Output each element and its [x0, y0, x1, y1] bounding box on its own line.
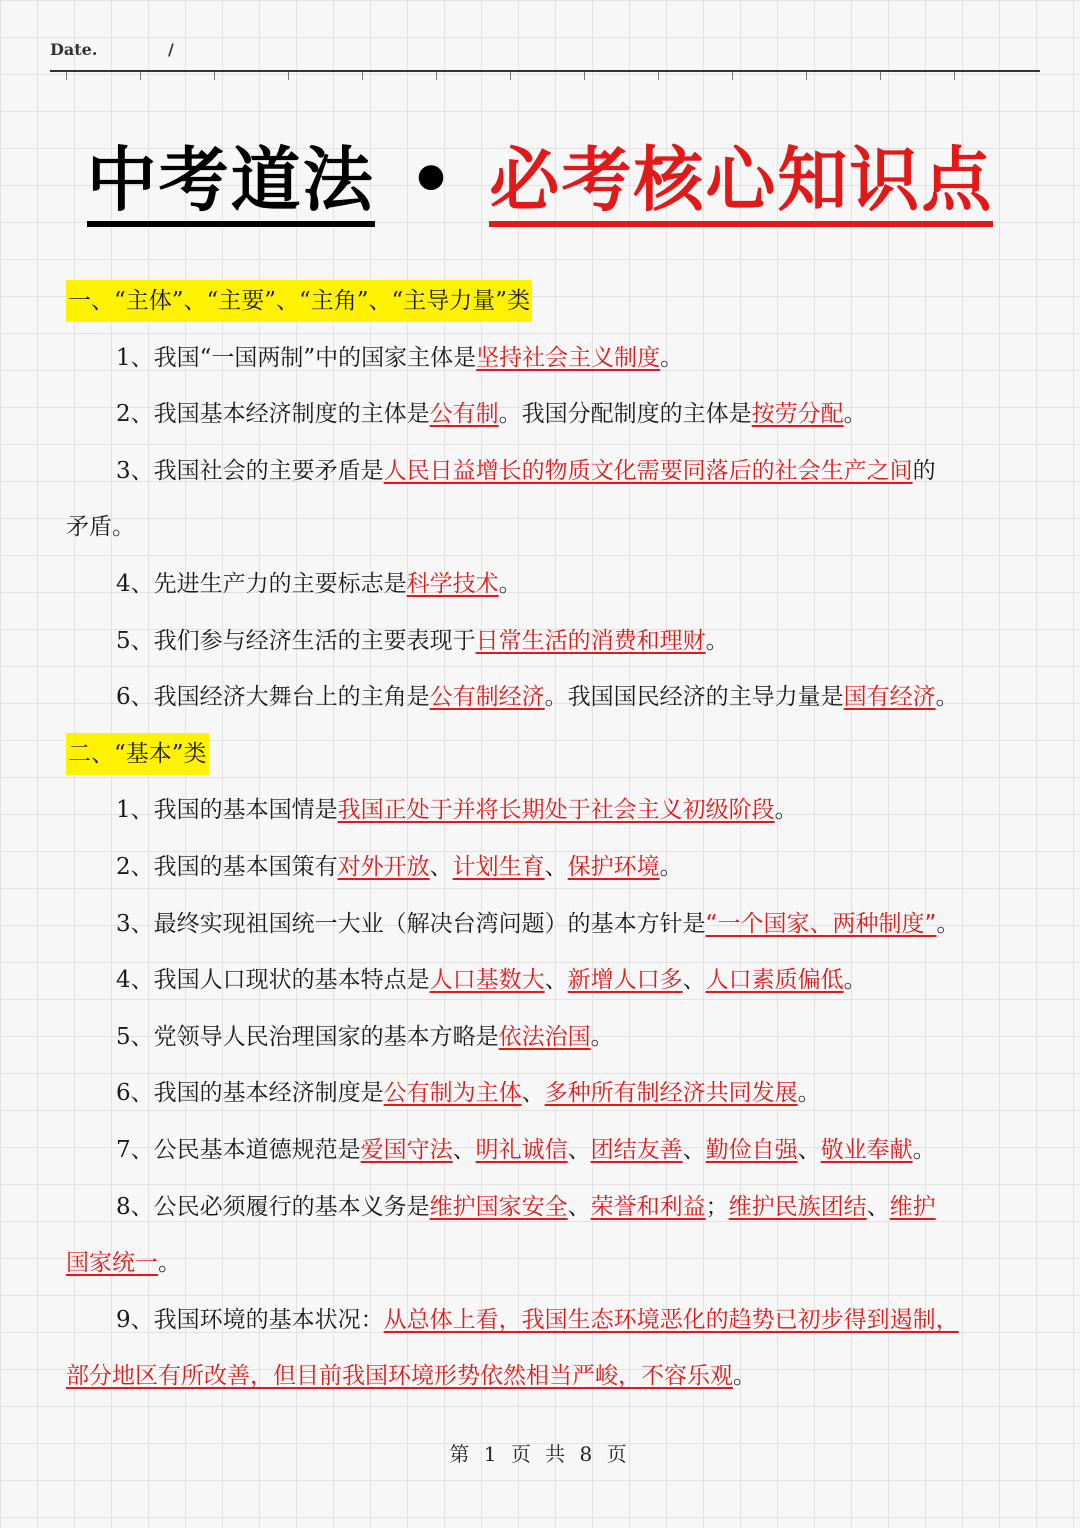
- item-text: 。: [843, 401, 867, 428]
- answer-text: 新增人口多: [567, 967, 683, 994]
- item-text: 、: [521, 1080, 545, 1107]
- item-text: 。: [843, 967, 867, 994]
- item-text: 。: [936, 910, 960, 937]
- answer-text: 计划生育: [452, 853, 545, 880]
- list-item: [66, 330, 1016, 387]
- section-heading-text: 二、“基本”类: [66, 733, 209, 775]
- ruler-tick: [880, 72, 881, 80]
- ruler-tick: [584, 72, 585, 80]
- answer-text: 从总体上看，我国生态环境恶化的趋势已初步得到遏制，: [383, 1306, 959, 1333]
- answer-text: 勤俭自强: [705, 1136, 798, 1163]
- answer-text: 团结友善: [590, 1136, 683, 1163]
- item-text: 2、我国基本经济制度的主体是: [116, 401, 430, 428]
- item-text: 、: [452, 1136, 476, 1163]
- answer-text: 国有经济: [843, 684, 936, 711]
- answer-text: 维护: [889, 1193, 936, 1220]
- title-part2: 必考核心知识点: [489, 139, 993, 227]
- answer-text: 人口基数大: [429, 967, 545, 994]
- ruler-tick: [806, 72, 807, 80]
- list-item: [66, 1065, 1016, 1122]
- answer-text: 日常生活的消费和理财: [475, 627, 706, 654]
- list-item: [66, 1122, 1016, 1179]
- list-item: [66, 386, 1016, 443]
- item-text: 。我国国民经济的主导力量是: [544, 684, 844, 711]
- item-text: 4、我国人口现状的基本特点是: [116, 967, 430, 994]
- item-text: 。: [733, 1363, 756, 1390]
- page-title: [0, 140, 1080, 220]
- section-heading-2: [66, 726, 1016, 783]
- answer-text: “一个国家、两种制度”: [705, 910, 937, 937]
- item-text: 、: [567, 1193, 591, 1220]
- list-item-continued: [66, 1235, 1016, 1292]
- item-text: 。: [158, 1250, 181, 1277]
- list-item: [66, 669, 1016, 726]
- section-heading-1: [66, 273, 1016, 330]
- answer-text: 依法治国: [498, 1023, 591, 1050]
- item-text: 5、党领导人民治理国家的基本方略是: [116, 1023, 499, 1050]
- item-text: 6、我国的基本经济制度是: [116, 1080, 384, 1107]
- item-text: 1、我国的基本国情是: [116, 797, 338, 824]
- answer-text: 荣誉和利益: [590, 1193, 706, 1220]
- answer-text: 保护环境: [567, 853, 660, 880]
- item-text: 5、我们参与经济生活的主要表现于: [116, 627, 476, 654]
- item-text: 9、我国环境的基本状况：: [116, 1306, 384, 1333]
- item-text: 3、最终实现祖国统一大业（解决台湾问题）的基本方针是: [116, 910, 706, 937]
- list-item: [66, 1179, 1016, 1236]
- item-text: 。: [590, 1023, 614, 1050]
- answer-text: 敬业奉献: [820, 1136, 913, 1163]
- item-text: 、: [567, 1136, 591, 1163]
- item-text: 。我国分配制度的主体是: [498, 401, 752, 428]
- ruler-tick: [732, 72, 733, 80]
- list-item-continued: [66, 1348, 1016, 1405]
- header-rule: [50, 70, 1040, 72]
- item-text: 矛盾。: [66, 514, 135, 541]
- item-text: 。: [774, 797, 798, 824]
- answer-text: 对外开放: [337, 853, 430, 880]
- ruler-tick: [436, 72, 437, 80]
- date-label: Date.: [50, 40, 98, 59]
- item-text: 、: [682, 967, 706, 994]
- item-text: 。: [912, 1136, 936, 1163]
- answer-text: 人民日益增长的物质文化需要同落后的社会生产之间: [383, 457, 913, 484]
- page-number: 第 1 页 共 8 页: [449, 1442, 631, 1466]
- list-item: [66, 896, 1016, 953]
- item-text: 6、我国经济大舞台上的主角是: [116, 684, 430, 711]
- list-item: [66, 952, 1016, 1009]
- item-text: 7、公民基本道德规范是: [116, 1136, 361, 1163]
- item-text: 。: [935, 684, 959, 711]
- item-text: 8、公民必须履行的基本义务是: [116, 1193, 430, 1220]
- ruler-tick: [658, 72, 659, 80]
- list-item: [66, 839, 1016, 896]
- item-text: 。: [498, 570, 522, 597]
- list-item: [66, 1292, 1016, 1349]
- ruler-tick: [288, 72, 289, 80]
- item-text: 、: [682, 1136, 706, 1163]
- answer-text: 爱国守法: [360, 1136, 453, 1163]
- answer-text: 按劳分配: [751, 401, 844, 428]
- item-text: 、: [866, 1193, 890, 1220]
- answer-text: 国家统一: [66, 1250, 158, 1277]
- ruler-tick: [214, 72, 215, 80]
- answer-text: 我国正处于并将长期处于社会主义初级阶段: [337, 797, 775, 824]
- list-item: [66, 556, 1016, 613]
- item-text: 。: [660, 344, 684, 371]
- title-separator: •: [408, 139, 456, 221]
- answer-text: 人口素质偏低: [705, 967, 844, 994]
- item-text: 、: [797, 1136, 821, 1163]
- item-text: 。: [705, 627, 729, 654]
- ruler-tick: [140, 72, 141, 80]
- answer-text: 明礼诚信: [475, 1136, 568, 1163]
- item-text: 的: [912, 457, 936, 484]
- item-text: ；: [705, 1193, 729, 1220]
- ruler-tick: [510, 72, 511, 80]
- item-text: 、: [429, 853, 453, 880]
- ruler-tick: [362, 72, 363, 80]
- item-text: 。: [797, 1080, 821, 1107]
- ruler-tick: [954, 72, 955, 80]
- answer-text: 坚持社会主义制度: [476, 344, 661, 371]
- answer-text: 部分地区有所改善，但目前我国环境形势依然相当严峻，不容乐观: [66, 1363, 733, 1390]
- document-body: [66, 273, 1016, 1405]
- answer-text: 公有制为主体: [383, 1080, 522, 1107]
- answer-text: 维护民族团结: [728, 1193, 867, 1220]
- answer-text: 多种所有制经济共同发展: [544, 1080, 798, 1107]
- section-heading-text: 一、“主体”、“主要”、“主角”、“主导力量”类: [66, 280, 532, 322]
- date-slash: /: [168, 40, 174, 59]
- answer-text: 公有制经济: [429, 684, 545, 711]
- list-item: [66, 443, 1016, 500]
- list-item: [66, 613, 1016, 670]
- title-part1: 中考道法: [87, 139, 375, 227]
- item-text: 。: [659, 853, 683, 880]
- ruler-tick: [66, 72, 67, 80]
- item-text: 、: [544, 853, 568, 880]
- item-text: 2、我国的基本国策有: [116, 853, 338, 880]
- list-item: [66, 782, 1016, 839]
- item-text: 3、我国社会的主要矛盾是: [116, 457, 384, 484]
- item-text: 、: [544, 967, 568, 994]
- answer-text: 公有制: [429, 401, 499, 428]
- answer-text: 维护国家安全: [429, 1193, 568, 1220]
- item-text: 1、我国“一国两制”中的国家主体是: [116, 344, 477, 371]
- answer-text: 科学技术: [406, 570, 499, 597]
- list-item: [66, 1009, 1016, 1066]
- list-item-continued: [66, 499, 1016, 556]
- item-text: 4、先进生产力的主要标志是: [116, 570, 407, 597]
